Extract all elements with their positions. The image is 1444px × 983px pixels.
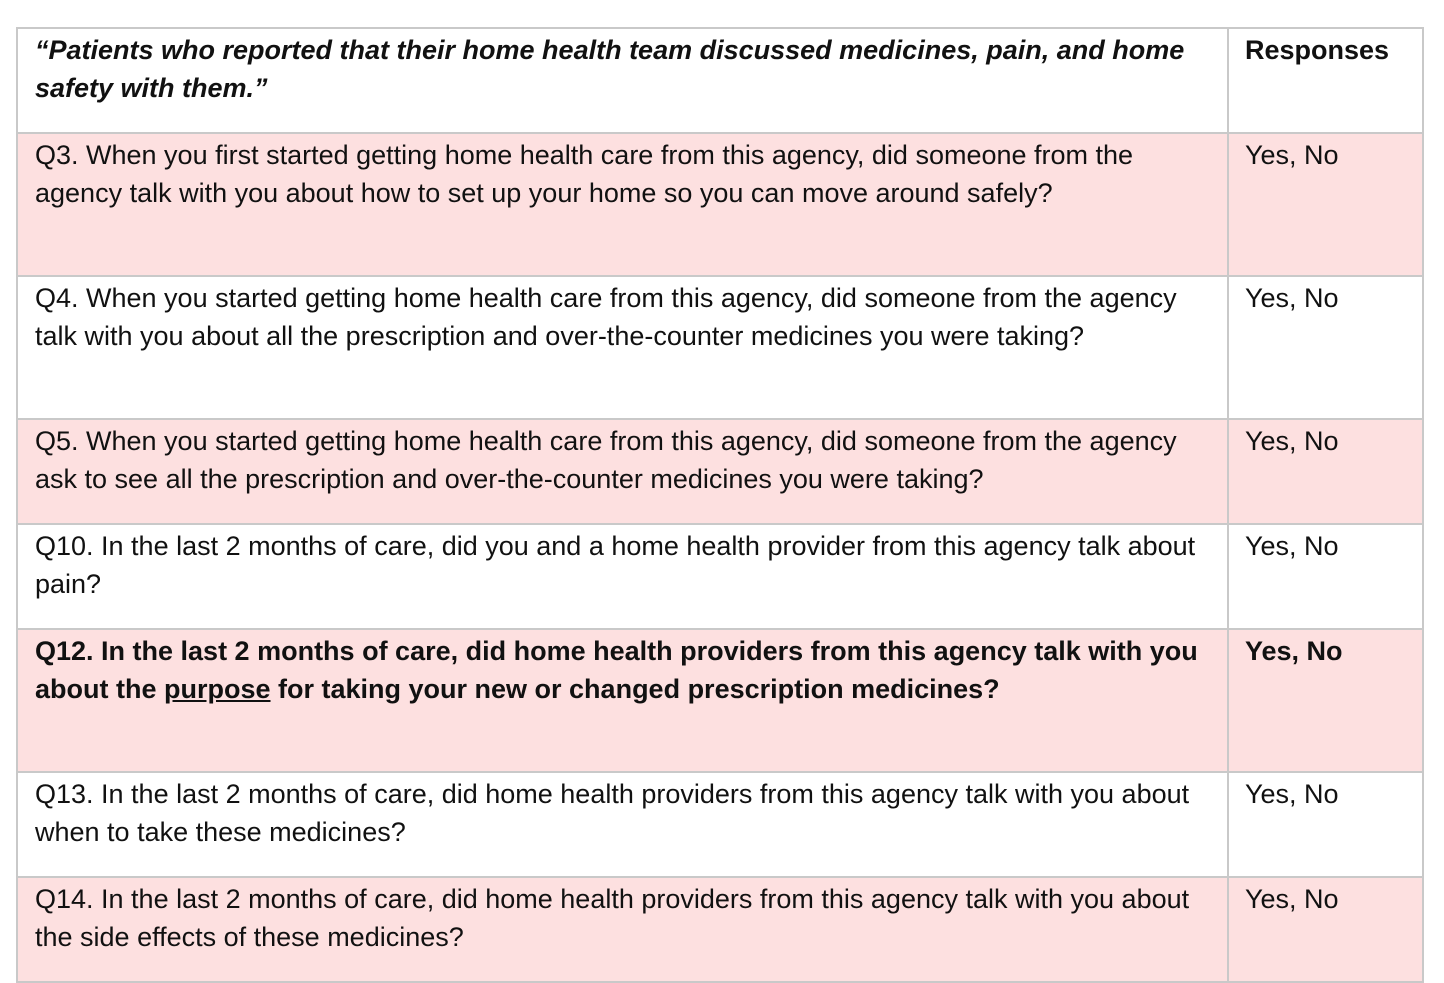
- table-header-row: [17, 28, 1423, 133]
- table-row-q12: [17, 629, 1423, 772]
- response-cell: Yes, No: [1228, 276, 1423, 419]
- table-row-q5: [17, 419, 1423, 524]
- question-text-part: for taking your new or changed prescription medicines?: [270, 674, 1000, 704]
- question-cell: Q10. In the last 2 months of care, did you and a home health provider from this agency talk about pain?: [17, 524, 1228, 629]
- question-cell: [17, 629, 1228, 772]
- response-cell: Yes, No: [1228, 772, 1423, 877]
- table-row-q10: [17, 524, 1423, 629]
- response-cell: Yes, No: [1228, 419, 1423, 524]
- header-question-cell: “Patients who reported that their home health team discussed medicines, pain, and home safety with them.”: [17, 28, 1228, 133]
- table-row-q4: [17, 276, 1423, 419]
- survey-questions-table: [16, 27, 1424, 983]
- question-cell: Q4. When you started getting home health care from this agency, did someone from the agency talk with you about all the prescription and over-the-counter medicines you were taking?: [17, 276, 1228, 419]
- question-cell: Q3. When you first started getting home health care from this agency, did someone from the agency talk with you about how to set up your home so you can move around safely?: [17, 133, 1228, 276]
- response-cell: Yes, No: [1228, 524, 1423, 629]
- response-cell: Yes, No: [1228, 629, 1423, 772]
- response-cell: Yes, No: [1228, 133, 1423, 276]
- table-row-q3: [17, 133, 1423, 276]
- table-row-q13: [17, 772, 1423, 877]
- underlined-keyword: purpose: [164, 674, 271, 704]
- table-row-q14: [17, 877, 1423, 982]
- question-text-part: Q12. In the last 2 months of care, did home health providers from this agency talk with you about the: [35, 636, 1198, 704]
- question-cell: Q5. When you started getting home health care from this agency, did someone from the agency ask to see all the prescription and over-the-counter medicines you were taking?: [17, 419, 1228, 524]
- question-cell: Q13. In the last 2 months of care, did home health providers from this agency talk with you about when to take these medicines?: [17, 772, 1228, 877]
- question-cell: Q14. In the last 2 months of care, did home health providers from this agency talk with you about the side effects of these medicines?: [17, 877, 1228, 982]
- header-responses-cell: Responses: [1228, 28, 1423, 133]
- response-cell: Yes, No: [1228, 877, 1423, 982]
